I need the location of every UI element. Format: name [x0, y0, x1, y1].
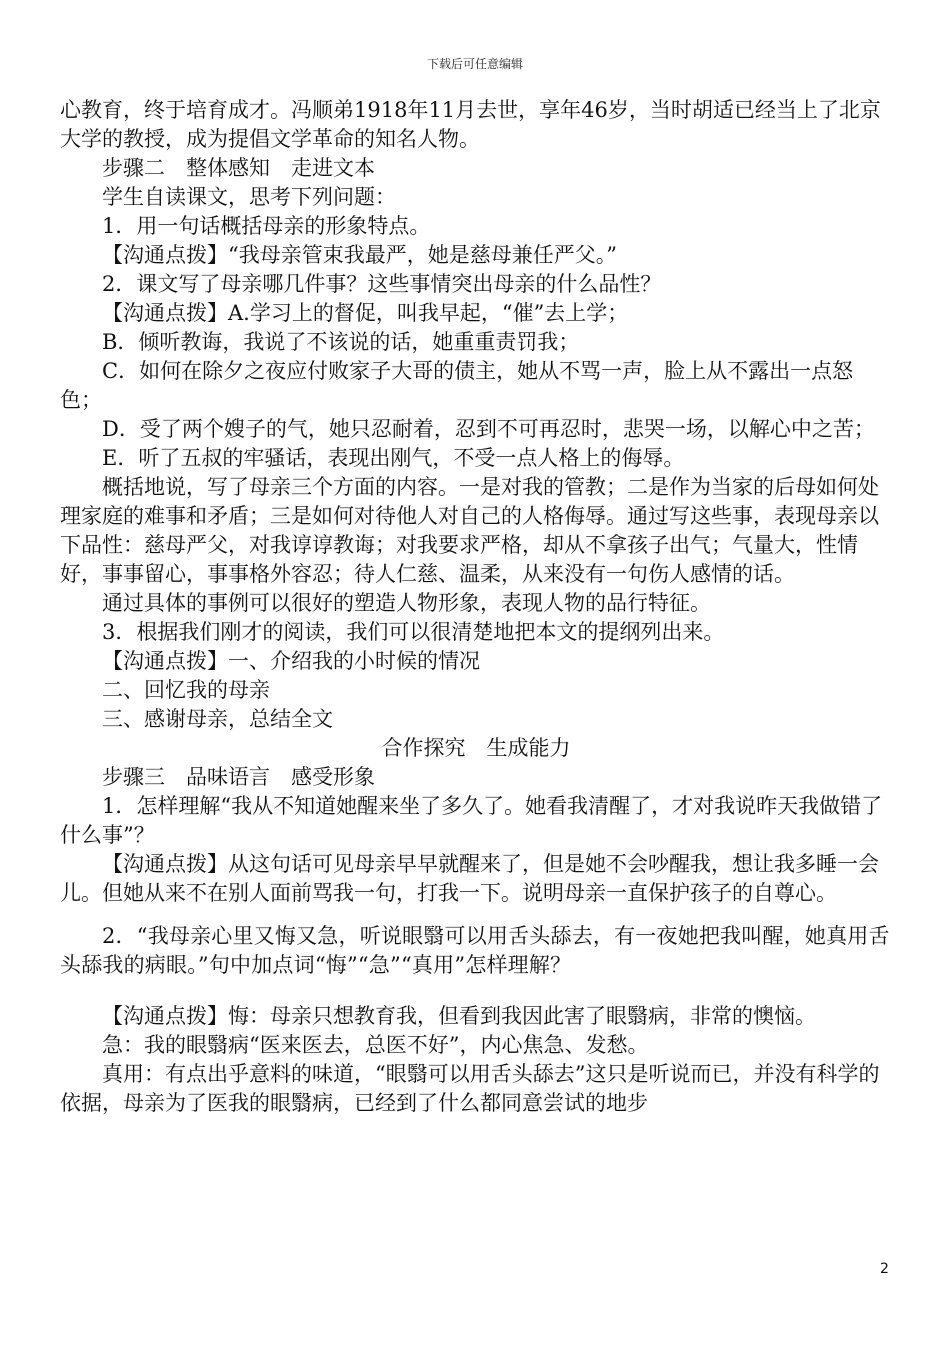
question: 3．根据我们刚才的阅读，我们可以很清楚地把本文的提纲列出来。	[102, 620, 725, 644]
paragraph: 真用：有点出乎意料的味道，“眼翳可以用舌头舔去”这只是听说而已，并没有科学的依据，母亲为了医我的眼翳病，已经到了什么都同意尝试的地步	[60, 1062, 880, 1115]
list-item: B．倾听教诲，我说了不该说的话，她重重责罚我；	[102, 330, 580, 354]
section-heading: 步骤二 整体感知 走进文本	[102, 156, 375, 180]
page-number: 2	[880, 1261, 889, 1277]
question: 1．用一句话概括母亲的形象特点。	[102, 214, 431, 238]
answer: 【沟通点拨】一、介绍我的小时候的情况	[102, 649, 480, 673]
document-body	[60, 96, 892, 1118]
paragraph: 概括地说，写了母亲三个方面的内容。一是对我的管教；二是作为当家的后母如何处理家庭的难事和矛盾；三是如何对待他人对自己的人格侮辱。通过写这些事，表现母亲以下品性：慈母严父，对我谆谆教诲；对我要求严格，却从不拿孩子出气；气量大，性情好，事事留心，事事格外容忍；待人仁慈、温柔，从来没有一句伤人感情的话。	[60, 475, 879, 586]
answer: 【沟通点拨】从这句话可见母亲早早就醒来了，但是她不会吵醒我，想让我多睡一会儿。但她从来不在别人面前骂我一句，打我一下。说明母亲一直保护孩子的自尊心。	[60, 852, 879, 905]
paragraph: 急：我的眼翳病“医来医去，总医不好”，内心焦急、发愁。	[102, 1033, 649, 1057]
list-item: C．如何在除夕之夜应付败家子大哥的债主，她从不骂一声，脸上从不露出一点怒色；	[60, 359, 854, 412]
list-item: D．受了两个嫂子的气，她只忍耐着，忍到不可再忍时，悲哭一场，以解心中之苦；	[102, 417, 875, 441]
paragraph: 心教育，终于培育成才。冯顺弟1918年11月去世，享年46岁，当时胡适已经当上了北京大学的教授，成为提倡文学革命的知名人物。	[60, 98, 881, 151]
paragraph: 学生自读课文，思考下列问题：	[102, 185, 396, 209]
answer: 【沟通点拨】“我母亲管束我最严，她是慈母兼任严父。”	[102, 243, 617, 267]
list-item: 二、回忆我的母亲	[102, 678, 270, 702]
answer: 【沟通点拨】悔：母亲只想教育我，但看到我因此害了眼翳病，非常的懊恼。	[102, 1004, 816, 1028]
page-header: 下载后可任意编辑	[426, 57, 523, 71]
paragraph: 通过具体的事例可以很好的塑造人物形象，表现人物的品行特征。	[102, 591, 711, 615]
question: 2．“我母亲心里又悔又急，听说眼翳可以用舌头舔去，有一夜她把我叫醒，她真用舌头舔我的病眼。”句中加点词“悔”“急”“真用”怎样理解？	[60, 924, 890, 977]
list-item: E．听了五叔的牢骚话，表现出刚气，不受一点人格上的侮辱。	[102, 446, 685, 470]
answer: 【沟通点拨】A.学习上的督促，叫我早起，“催”去上学；	[102, 301, 629, 325]
section-heading: 步骤三 品味语言 感受形象	[102, 765, 375, 789]
list-item: 三、感谢母亲，总结全文	[102, 707, 333, 731]
question: 1．怎样理解“我从不知道她醒来坐了多久了。她看我清醒了，才对我说昨天我做错了什么事”？	[60, 794, 883, 847]
question: 2．课文写了母亲哪几件事？这些事情突出母亲的什么品性？	[102, 272, 662, 296]
section-title: 合作探究 生成能力	[381, 736, 571, 760]
